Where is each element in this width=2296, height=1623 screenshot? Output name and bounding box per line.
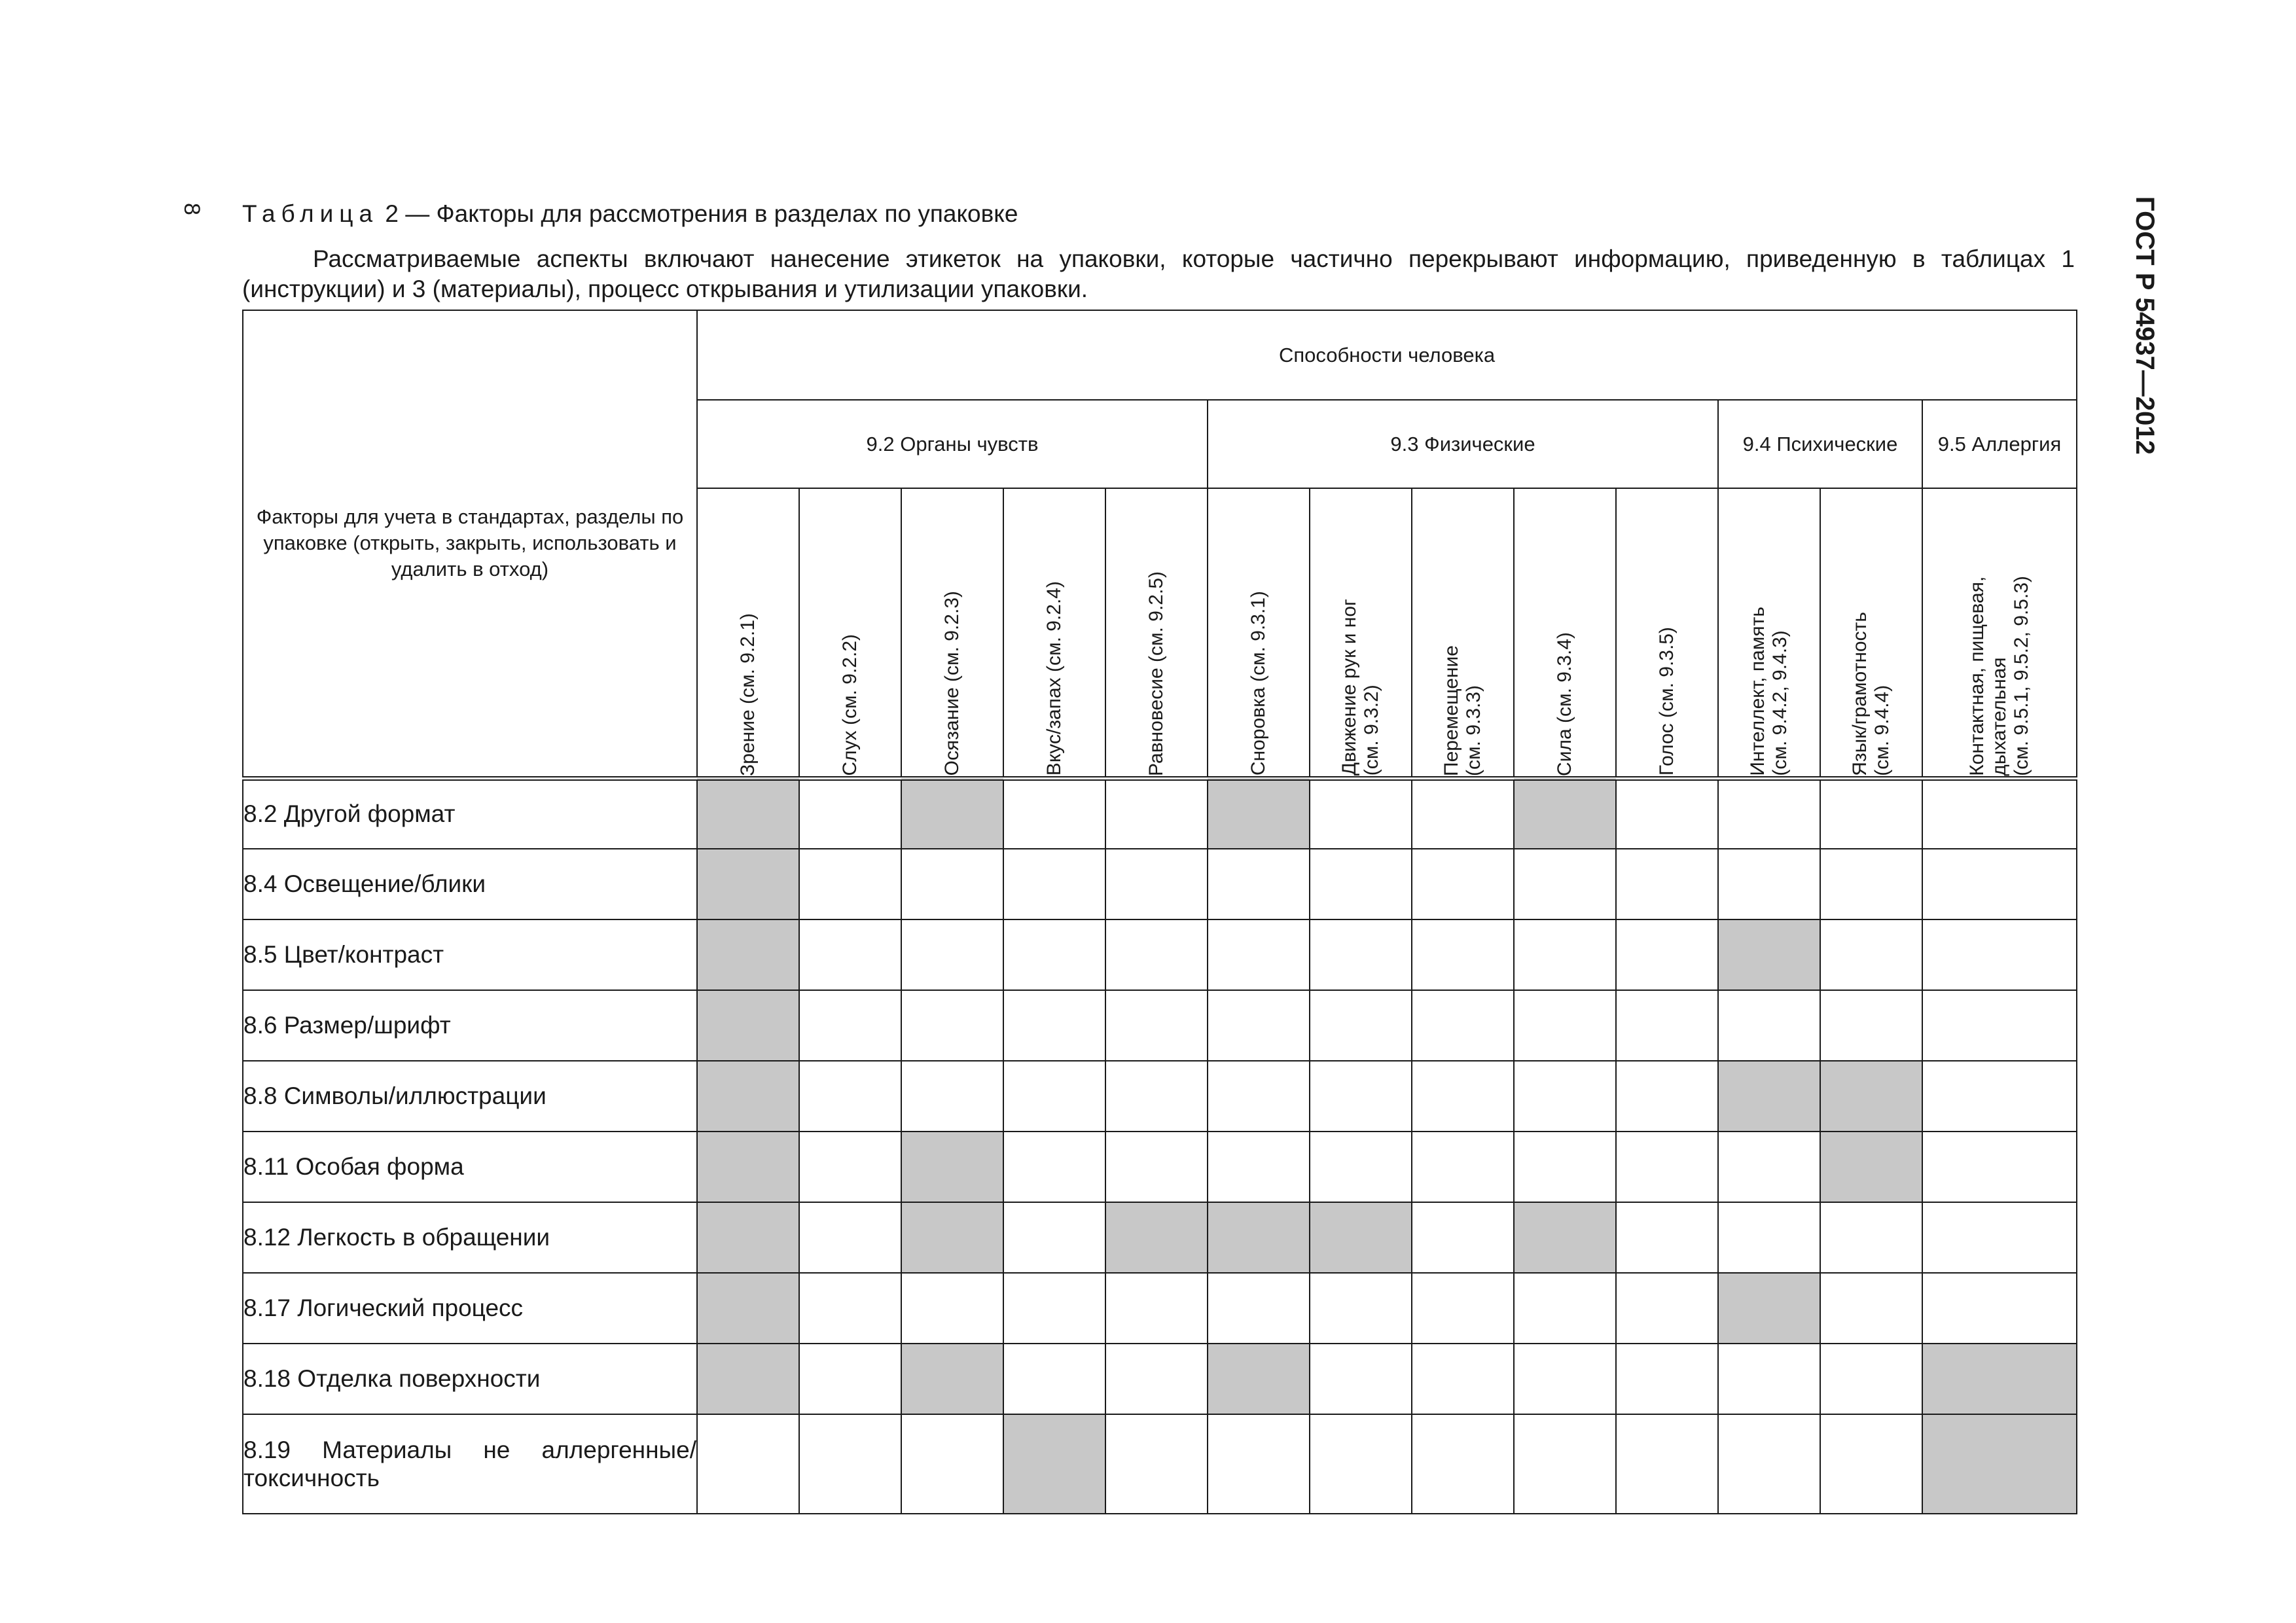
column-header (1208, 488, 1310, 778)
empty-cell (1208, 1414, 1310, 1514)
empty-cell (1412, 778, 1514, 849)
shaded-cell (697, 919, 799, 990)
column-header (1412, 488, 1514, 778)
column-header-line: Слух (см. 9.2.2) (839, 633, 861, 776)
shaded-cell (901, 1132, 1003, 1202)
empty-cell (1003, 990, 1105, 1061)
empty-cell (901, 1061, 1003, 1132)
empty-cell (799, 919, 901, 990)
empty-cell (1105, 778, 1208, 849)
factors-table (242, 310, 2077, 1514)
shaded-cell (1922, 1414, 2077, 1514)
empty-cell (1718, 990, 1820, 1061)
empty-cell (1003, 778, 1105, 849)
empty-cell (1105, 919, 1208, 990)
empty-cell (1412, 1061, 1514, 1132)
empty-cell (1820, 1414, 1922, 1514)
empty-cell (1310, 1414, 1412, 1514)
empty-cell (1514, 1414, 1616, 1514)
page-number: 8 (179, 203, 204, 215)
empty-cell (1310, 919, 1412, 990)
shaded-cell (1514, 778, 1616, 849)
empty-cell (1616, 1202, 1718, 1273)
empty-cell (1616, 1344, 1718, 1414)
empty-cell (1820, 1344, 1922, 1414)
shaded-cell (1718, 1273, 1820, 1344)
empty-cell (1514, 990, 1616, 1061)
empty-cell (1310, 1344, 1412, 1414)
column-header (1922, 488, 2077, 778)
row-label: 8.5 Цвет/контраст (243, 919, 697, 990)
table-row (243, 1414, 2077, 1514)
empty-cell (1310, 849, 1412, 919)
column-header-line: Сила (см. 9.3.4) (1554, 632, 1575, 776)
empty-cell (901, 849, 1003, 919)
empty-cell (1616, 919, 1718, 990)
empty-cell (1310, 778, 1412, 849)
group-header: 9.4 Психические (1718, 400, 1922, 488)
empty-cell (1820, 1273, 1922, 1344)
table-caption-word: Таблица (242, 200, 379, 227)
empty-cell (799, 849, 901, 919)
column-header-line: Движение рук и ног (1338, 599, 1360, 776)
empty-cell (1922, 1202, 2077, 1273)
empty-cell (1208, 990, 1310, 1061)
empty-cell (1616, 990, 1718, 1061)
empty-cell (901, 1273, 1003, 1344)
column-header-line: Осязание (см. 9.2.3) (941, 591, 963, 776)
empty-cell (1922, 1273, 2077, 1344)
empty-cell (1310, 990, 1412, 1061)
row-label: 8.19 Материалы не аллергенные/ токсичность (243, 1414, 697, 1514)
empty-cell (1820, 849, 1922, 919)
column-header (1310, 488, 1412, 778)
shaded-cell (1310, 1202, 1412, 1273)
shaded-cell (697, 1202, 799, 1273)
empty-cell (1412, 1273, 1514, 1344)
group-header: 9.3 Физические (1208, 400, 1718, 488)
empty-cell (1616, 1273, 1718, 1344)
empty-cell (1820, 990, 1922, 1061)
intro-paragraph: Рассматриваемые аспекты включают нанесение этикеток на упаковки, которые частично перекрывают информацию, приведенную в таблицах 1 (инструкции) и 3 (материалы), процесс открывания и утилизации упаковки. (242, 245, 2075, 302)
empty-cell (799, 1414, 901, 1514)
row-label: 8.8 Символы/иллюстрации (243, 1061, 697, 1132)
table-row (243, 1273, 2077, 1344)
empty-cell (1922, 919, 2077, 990)
shaded-cell (697, 778, 799, 849)
empty-cell (1718, 1414, 1820, 1514)
column-header-line: Интеллект, память (1747, 606, 1768, 776)
column-header (1514, 488, 1616, 778)
empty-cell (1514, 1061, 1616, 1132)
empty-cell (1003, 849, 1105, 919)
empty-cell (799, 1273, 901, 1344)
empty-cell (1208, 1273, 1310, 1344)
empty-cell (901, 990, 1003, 1061)
shaded-cell (1105, 1202, 1208, 1273)
empty-cell (1105, 1414, 1208, 1514)
empty-cell (1105, 1061, 1208, 1132)
column-header-line: Голос (см. 9.3.5) (1656, 627, 1677, 776)
empty-cell (1412, 919, 1514, 990)
empty-cell (1718, 778, 1820, 849)
empty-cell (1003, 1061, 1105, 1132)
shaded-cell (697, 1344, 799, 1414)
empty-cell (901, 1414, 1003, 1514)
empty-cell (1208, 849, 1310, 919)
row-label: 8.18 Отделка поверхности (243, 1344, 697, 1414)
empty-cell (1514, 919, 1616, 990)
empty-cell (1412, 1344, 1514, 1414)
empty-cell (1003, 1273, 1105, 1344)
empty-cell (1718, 1132, 1820, 1202)
table-corner-header: Факторы для учета в стандартах, разделы по упаковке (открыть, закрыть, использовать и удалить в отход) (243, 310, 697, 778)
empty-cell (1616, 849, 1718, 919)
shaded-cell (901, 1344, 1003, 1414)
table-row (243, 919, 2077, 990)
shaded-cell (1820, 1061, 1922, 1132)
column-header-line: Равновесие (см. 9.2.5) (1145, 571, 1167, 776)
empty-cell (1616, 778, 1718, 849)
shaded-cell (697, 1061, 799, 1132)
group-header: 9.2 Органы чувств (697, 400, 1208, 488)
empty-cell (1718, 849, 1820, 919)
table-row (243, 778, 2077, 849)
table-row (243, 1132, 2077, 1202)
shaded-cell (1514, 1202, 1616, 1273)
column-header (697, 488, 799, 778)
shaded-cell (1922, 1344, 2077, 1414)
empty-cell (1820, 778, 1922, 849)
column-header-line: Сноровка (см. 9.3.1) (1247, 591, 1269, 776)
empty-cell (1514, 849, 1616, 919)
empty-cell (1514, 1273, 1616, 1344)
row-label: 8.12 Легкость в обращении (243, 1202, 697, 1273)
empty-cell (1820, 1202, 1922, 1273)
empty-cell (1208, 1061, 1310, 1132)
column-header-line: (см. 9.3.3) (1463, 685, 1484, 776)
empty-cell (1412, 849, 1514, 919)
empty-cell (1003, 1202, 1105, 1273)
empty-cell (1616, 1061, 1718, 1132)
empty-cell (1922, 990, 2077, 1061)
shaded-cell (1003, 1414, 1105, 1514)
empty-cell (1616, 1132, 1718, 1202)
empty-cell (1310, 1061, 1412, 1132)
shaded-cell (697, 1273, 799, 1344)
shaded-cell (1718, 919, 1820, 990)
empty-cell (1412, 1132, 1514, 1202)
empty-cell (1105, 1344, 1208, 1414)
empty-cell (799, 1344, 901, 1414)
empty-cell (1820, 919, 1922, 990)
shaded-cell (1718, 1061, 1820, 1132)
column-header-line: дыхательная (1988, 657, 2011, 776)
column-header-line: Вкус/запах (см. 9.2.4) (1043, 581, 1065, 776)
empty-cell (1003, 1132, 1105, 1202)
table-row (243, 1344, 2077, 1414)
column-header (1820, 488, 1922, 778)
shaded-cell (697, 849, 799, 919)
row-label: 8.17 Логический процесс (243, 1273, 697, 1344)
empty-cell (1208, 919, 1310, 990)
empty-cell (1514, 1344, 1616, 1414)
column-header (901, 488, 1003, 778)
table-row (243, 849, 2077, 919)
row-label: 8.6 Размер/шрифт (243, 990, 697, 1061)
empty-cell (1412, 990, 1514, 1061)
column-header-line: (см. 9.5.1, 9.5.2, 9.5.3) (2011, 575, 2033, 776)
table-top-header: Способности человека (697, 310, 2077, 400)
row-label: 8.11 Особая форма (243, 1132, 697, 1202)
column-header-line: (см. 9.4.2, 9.4.3) (1769, 630, 1791, 776)
empty-cell (1412, 1414, 1514, 1514)
column-header (1616, 488, 1718, 778)
shaded-cell (697, 1132, 799, 1202)
empty-cell (1718, 1202, 1820, 1273)
empty-cell (1922, 1061, 2077, 1132)
table-row (243, 1202, 2077, 1273)
column-header-line: Язык/грамотность (1849, 611, 1871, 776)
row-label: 8.4 Освещение/блики (243, 849, 697, 919)
empty-cell (1105, 1132, 1208, 1202)
column-header-line: (см. 9.4.4) (1871, 685, 1893, 776)
table-caption-text: 2 — Факторы для рассмотрения в разделах по упаковке (385, 200, 1018, 227)
empty-cell (1616, 1414, 1718, 1514)
empty-cell (1922, 778, 2077, 849)
empty-cell (1003, 1344, 1105, 1414)
empty-cell (697, 1414, 799, 1514)
column-header (799, 488, 901, 778)
empty-cell (1922, 1132, 2077, 1202)
table-row (243, 990, 2077, 1061)
empty-cell (799, 1132, 901, 1202)
column-header (1003, 488, 1105, 778)
table-caption (242, 200, 1018, 228)
empty-cell (1105, 990, 1208, 1061)
shaded-cell (1208, 778, 1310, 849)
document-code: ГОСТ Р 54937—2012 (2130, 196, 2159, 455)
row-label: 8.2 Другой формат (243, 778, 697, 849)
empty-cell (799, 1061, 901, 1132)
shaded-cell (1208, 1202, 1310, 1273)
shaded-cell (697, 990, 799, 1061)
empty-cell (1514, 1132, 1616, 1202)
empty-cell (1718, 1344, 1820, 1414)
empty-cell (1310, 1132, 1412, 1202)
empty-cell (1105, 1273, 1208, 1344)
empty-cell (799, 778, 901, 849)
empty-cell (1105, 849, 1208, 919)
column-header-line: Зрение (см. 9.2.1) (737, 613, 759, 776)
empty-cell (1310, 1273, 1412, 1344)
group-header: 9.5 Аллергия (1922, 400, 2077, 488)
column-header (1718, 488, 1820, 778)
column-header-line: (см. 9.3.2) (1361, 685, 1382, 776)
empty-cell (901, 919, 1003, 990)
empty-cell (799, 990, 901, 1061)
empty-cell (1003, 919, 1105, 990)
empty-cell (799, 1202, 901, 1273)
column-header (1105, 488, 1208, 778)
column-header-line: Контактная, пищевая, (1966, 576, 1988, 776)
table-row (243, 1061, 2077, 1132)
shaded-cell (901, 778, 1003, 849)
shaded-cell (1208, 1344, 1310, 1414)
shaded-cell (901, 1202, 1003, 1273)
empty-cell (1922, 849, 2077, 919)
empty-cell (1208, 1132, 1310, 1202)
column-header-line: Перемещение (1441, 645, 1462, 776)
shaded-cell (1820, 1132, 1922, 1202)
empty-cell (1412, 1202, 1514, 1273)
